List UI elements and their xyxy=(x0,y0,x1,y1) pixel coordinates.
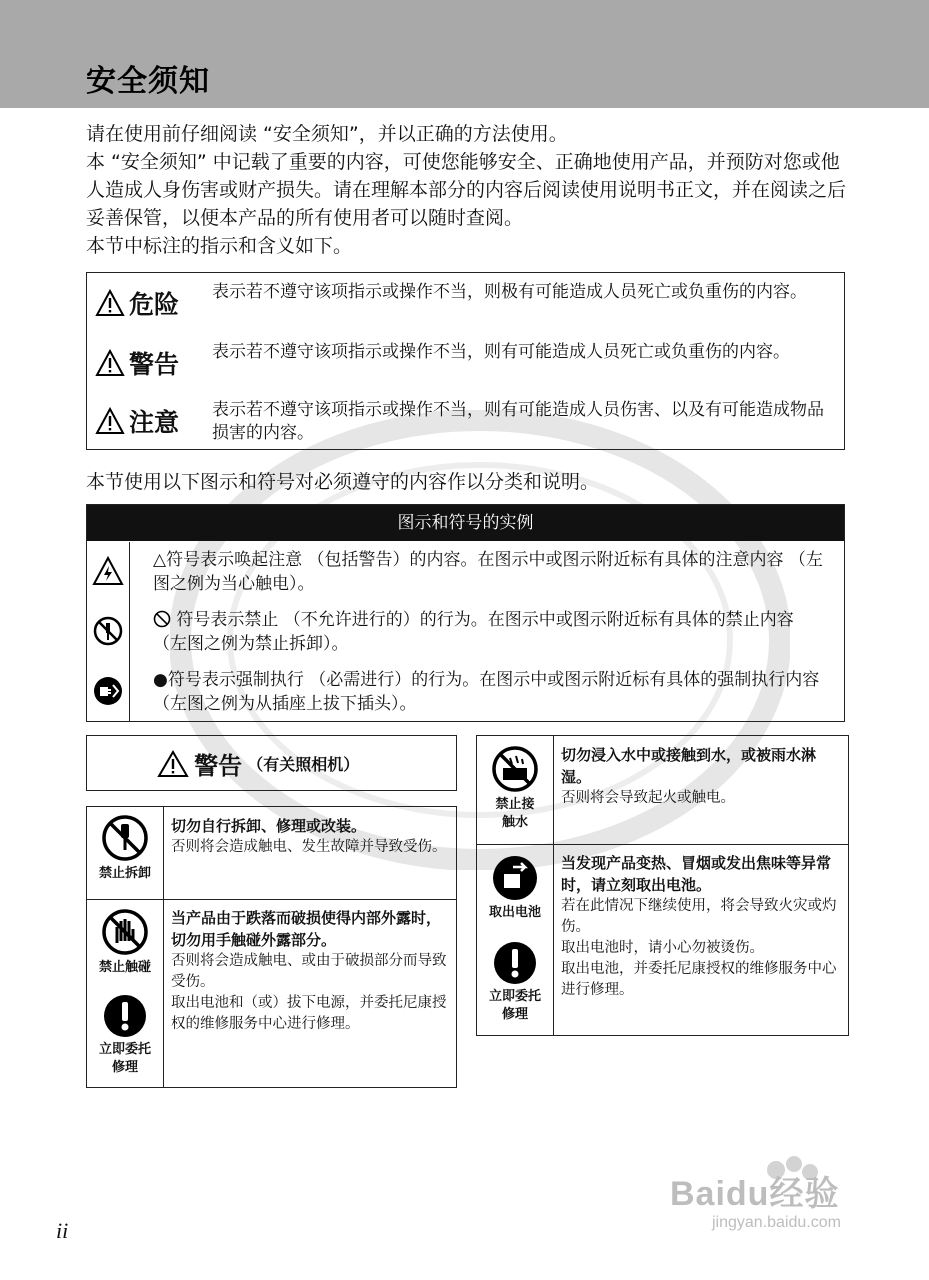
caution-row-no-water xyxy=(477,736,848,845)
caution-body-text-2: 取出电池时，请小心勿被烫伤。 xyxy=(561,940,764,956)
page-number: ii xyxy=(56,1218,69,1243)
caution-bold-text: 当产品由于跌落而破损使得内部外露时，切勿用手触碰外露部分。 xyxy=(171,909,442,949)
caution-row-no-disassembly xyxy=(87,807,456,900)
no-water-icon xyxy=(490,744,540,794)
remove-battery-icon-group xyxy=(477,854,553,922)
legend-desc-warning: 表示若不遵守该项指示或操作不当，则有可能造成人员死亡或负重伤的内容。 xyxy=(212,342,790,362)
intro-text xyxy=(86,120,846,260)
remove-battery-icon xyxy=(491,854,539,902)
symbol-mark-mandatory: ● xyxy=(153,670,168,690)
warning-title-subtitle: （有关照相机） xyxy=(247,755,360,774)
page-title: 安全须知 xyxy=(86,64,210,99)
exclamation-mandatory-icon xyxy=(102,993,148,1039)
icon-label-no-disassembly: 禁止拆卸 xyxy=(98,866,151,881)
caution-text-cell xyxy=(561,852,845,1001)
caution-table-right xyxy=(476,735,849,1036)
caution-icon-cell xyxy=(87,899,164,1087)
intro-paragraph-1: 请在使用前仔细阅读 “安全须知”，并以正确的方法使用。 xyxy=(86,123,568,145)
warning-title-inner xyxy=(157,746,359,781)
caution-row-no-touch xyxy=(87,899,456,1087)
symbol-text-attention xyxy=(153,548,833,596)
caution-text-cell xyxy=(171,907,455,1035)
warning-triangle-icon xyxy=(157,750,189,778)
warning-section-title xyxy=(86,735,457,791)
no-disassembly-icon xyxy=(100,813,150,863)
exclamation-mandatory-icon xyxy=(492,940,538,986)
unplug-mandatory-icon xyxy=(92,675,124,707)
legend-label-caution: 注意 xyxy=(129,408,180,437)
caution-body-text-3: 取出电池，并委托尼康授权的维修服务中心进行修理。 xyxy=(561,961,837,998)
symbol-text-mandatory xyxy=(153,668,833,716)
warning-triangle-icon xyxy=(95,289,125,317)
no-water-icon-group xyxy=(477,744,553,832)
warning-triangle-icon xyxy=(95,407,125,435)
no-touch-icon-group xyxy=(87,907,163,977)
icon-label-no-water: 禁止接触水 xyxy=(495,797,535,830)
caution-bold-text: 当发现产品变热、冒烟或发出焦味等异常时，请立刻取出电池。 xyxy=(561,854,832,894)
symbol-mark-prohibition xyxy=(153,610,176,630)
symbols-example-box xyxy=(86,504,845,722)
caution-body-text: 否则将会造成触电、发生故障并导致受伤。 xyxy=(171,839,447,855)
electric-shock-triangle-icon xyxy=(92,555,124,587)
icon-label-remove-battery: 取出电池 xyxy=(488,905,541,920)
legend-desc-caution: 表示若不遵守该项指示或操作不当，则有可能造成人员伤害、以及有可能造成物品损害的内容。 xyxy=(212,400,824,443)
symbol-mark-attention: △ xyxy=(153,550,167,570)
baidu-brand-text: Baidu经验 xyxy=(670,1175,840,1213)
caution-body-text: 若在此情况下继续使用，将会导致火灾或灼伤。 xyxy=(561,898,837,935)
caution-text-cell xyxy=(561,744,845,809)
repair-mandatory-icon-group xyxy=(477,940,553,1024)
caution-icon-cell xyxy=(477,844,554,1035)
legend-desc-danger: 表示若不遵守该项指示或操作不当，则极有可能造成人员死亡或负重伤的内容。 xyxy=(212,282,807,302)
legend-row-danger xyxy=(87,275,844,331)
legend-label-danger: 危险 xyxy=(129,290,180,319)
intro-paragraph-3: 本节中标注的指示和含义如下。 xyxy=(86,235,353,257)
symbol-desc-mandatory: 符号表示强制执行 （必需进行）的行为。在图示中或图示附近标有具体的强制执行内容 （左图之例为从插座上拔下插头）。 xyxy=(153,670,820,714)
intro-paragraph-2: 本 “安全须知” 中记载了重要的内容，可使您能够安全、正确地使用产品，并预防对您或他人造成人身伤害或财产损失。请在理解本部分的内容后阅读使用说明书正文，并在阅读之后妥善保管，以便本产品的所有使用者可以随时查阅。 xyxy=(86,151,847,229)
symbol-icon-cell xyxy=(87,662,130,722)
caution-table-left xyxy=(86,806,457,1088)
icon-label-no-touch: 禁止触碰 xyxy=(98,960,151,975)
no-touch-icon xyxy=(100,907,150,957)
symbol-row-attention xyxy=(87,542,844,602)
caution-icon-cell xyxy=(477,736,554,844)
no-disassembly-icon xyxy=(92,615,124,647)
symbol-icon-cell xyxy=(87,542,130,602)
caution-bold-text: 切勿浸入水中或接触到水，或被雨水淋湿。 xyxy=(561,746,817,786)
caution-text-cell xyxy=(171,815,455,858)
icon-label-repair: 立即委托修理 xyxy=(98,1042,151,1075)
caution-body-text: 否则将会造成触电、或由于破损部分而导致受伤。 xyxy=(171,953,447,990)
symbol-desc-attention: 符号表示唤起注意 （包括警告）的内容。在图示中或图示附近标有具体的注意内容 （左图之例为当心触电）。 xyxy=(153,550,823,594)
repair-mandatory-icon-group xyxy=(87,993,163,1077)
symbol-row-mandatory xyxy=(87,662,844,722)
symbol-desc-prohibition: 符号表示禁止 （不允许进行的）的行为。在图示中或图示附近标有具体的禁止内容 （左图之例为禁止拆卸）。 xyxy=(153,610,794,654)
caution-row-remove-battery xyxy=(477,844,848,1035)
warning-triangle-icon xyxy=(95,349,125,377)
baidu-url-text: jingyan.baidu.com xyxy=(712,1214,841,1231)
icon-label-repair: 立即委托修理 xyxy=(488,989,541,1022)
symbol-row-prohibition xyxy=(87,602,844,662)
caution-body-text: 否则将会导致起火或触电。 xyxy=(561,790,735,806)
no-disassembly-icon-group xyxy=(87,813,163,883)
legend-row-warning xyxy=(87,335,844,391)
legend-row-caution xyxy=(87,393,844,449)
warning-title-text: 警告 xyxy=(194,752,243,780)
symbols-intro: 本节使用以下图示和符号对必须遵守的内容作以分类和说明。 xyxy=(86,471,600,493)
symbol-text-prohibition xyxy=(153,608,833,656)
caution-bold-text: 切勿自行拆卸、修理或改装。 xyxy=(171,817,367,835)
prohibition-circle-icon xyxy=(153,610,171,628)
symbol-icon-cell xyxy=(87,602,130,662)
signal-word-legend xyxy=(86,272,845,450)
caution-body-text-2: 取出电池和（或）拔下电源，并委托尼康授权的维修服务中心进行修理。 xyxy=(171,995,447,1032)
legend-label-warning: 警告 xyxy=(129,350,180,379)
symbols-header: 图示和符号的实例 xyxy=(87,505,844,541)
caution-icon-cell xyxy=(87,807,164,899)
